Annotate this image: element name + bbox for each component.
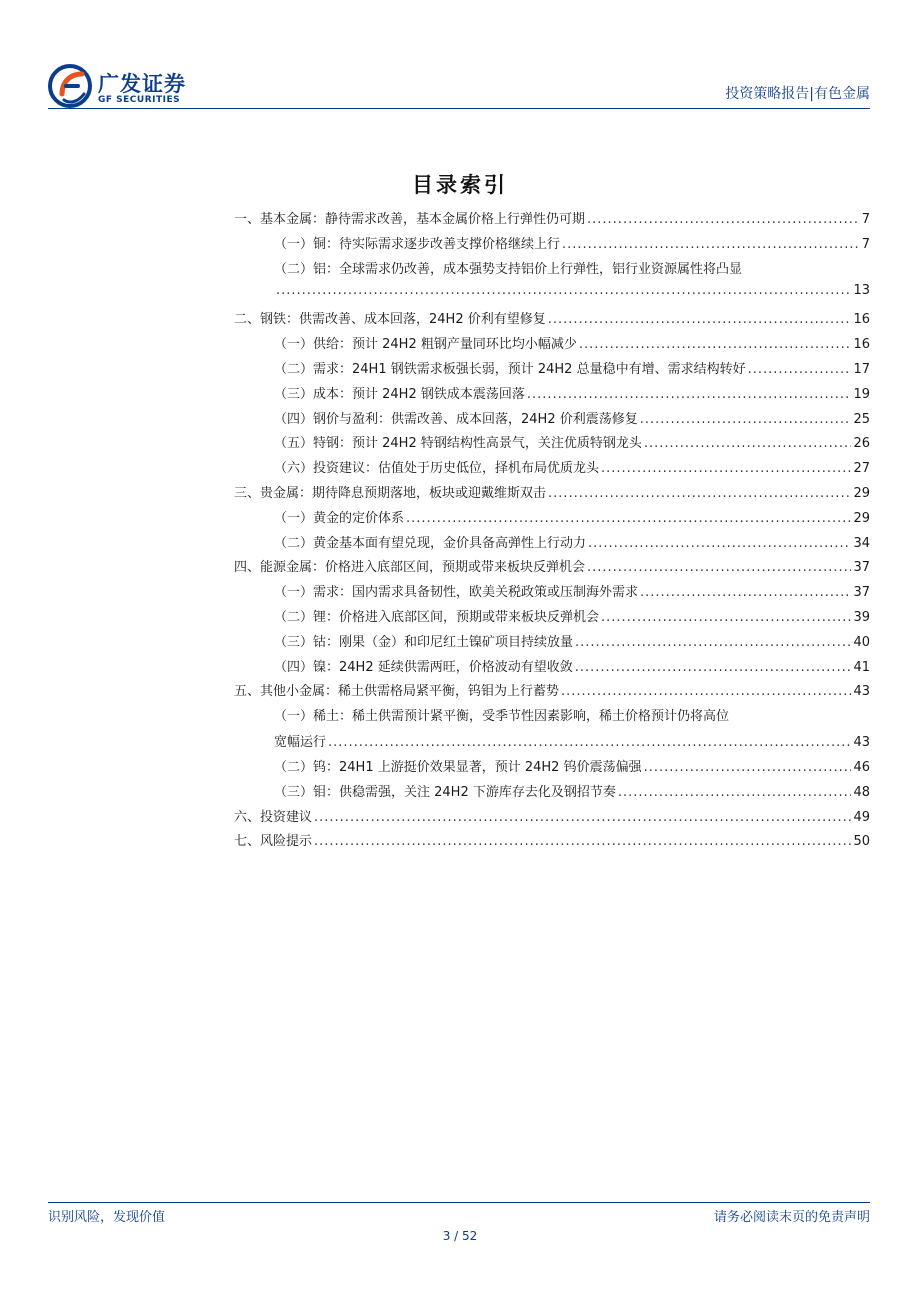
toc-entry[interactable]: 七、风险提示 ..... 50: [234, 830, 870, 855]
toc-entry[interactable]: （一）黄金的定价体系 ..... 29: [234, 507, 870, 532]
footer-disclaimer-note: 请务必阅读末页的免责声明: [713, 1210, 870, 1225]
gf-securities-logo: [48, 64, 208, 108]
toc-entry-text-wrapped: （二）铝：全球需求仍改善，成本强势支持铝价上行弹性，铝行业资源属性将凸显: [274, 261, 743, 277]
logo-text-cn: 广发证券: [98, 72, 186, 96]
toc-entry[interactable]: （三）钼：供稳需强，关注 24H2 下游库存去化及钢招节奏 ..... 48: [234, 781, 870, 806]
toc-entry[interactable]: 六、投资建议 ..... 49: [234, 806, 870, 831]
toc-entry[interactable]: 二、钢铁：供需改善、成本回落，24H2 价利有望修复 ..... 16: [234, 308, 870, 333]
page-number: 3 / 52: [442, 1229, 478, 1243]
toc-entry[interactable]: （二）黄金基本面有望兑现，金价具备高弹性上行动力 ..... 34: [234, 532, 870, 557]
toc-entry[interactable]: （一）稀土：稀土供需预计紧平衡，受季节性因素影响，稀土价格预计仍将高位 宽幅运行 ..... 43: [234, 705, 870, 756]
toc-title: 目录索引: [412, 173, 508, 197]
toc-entry[interactable]: （一）供给：预计 24H2 粗钢产量同环比均小幅减少 ..... 16: [234, 333, 870, 358]
toc-entry[interactable]: 三、贵金属：期待降息预期落地，板块或迎戴维斯双击 ..... 29: [234, 482, 870, 507]
table-of-contents: [234, 208, 870, 855]
toc-entry[interactable]: 一、基本金属：静待需求改善，基本金属价格上行弹性仍可期 ..... 7: [234, 208, 870, 233]
page-header: [48, 58, 870, 108]
toc-entry[interactable]: （四）镍：24H2 延续供需两旺，价格波动有望收敛 ..... 41: [234, 656, 870, 681]
toc-entry[interactable]: （一）需求：国内需求具备韧性，欧美关税政策或压制海外需求 ..... 37: [234, 581, 870, 606]
toc-entry[interactable]: （二）锂：价格进入底部区间，预期或带来板块反弹机会 ..... 39: [234, 606, 870, 631]
header-divider: [48, 108, 870, 109]
toc-entry[interactable]: （三）成本：预计 24H2 钢铁成本震荡回落 ..... 19: [234, 383, 870, 408]
toc-entry[interactable]: （二）铝：全球需求仍改善，成本强势支持铝价上行弹性，铝行业资源属性将凸显 ..... 13: [234, 258, 870, 309]
toc-entry[interactable]: （五）特钢：预计 24H2 特钢结构性高景气，关注优质特钢龙头 ..... 26: [234, 432, 870, 457]
toc-entry[interactable]: （三）钴：刚果（金）和印尼红土镍矿项目持续放量 ..... 40: [234, 631, 870, 656]
toc-entry[interactable]: （二）钨：24H1 上游挺价效果显著，预计 24H2 钨价震荡偏强 ..... 46: [234, 756, 870, 781]
report-type: 投资策略报告|有色金属: [725, 86, 870, 102]
toc-entry[interactable]: （四）钢价与盈利：供需改善、成本回落，24H2 价利震荡修复 ..... 25: [234, 408, 870, 433]
toc-entry[interactable]: （六）投资建议：估值处于历史低位，择机布局优质龙头 ..... 27: [234, 457, 870, 482]
logo-text-en: GF SECURITIES: [98, 95, 181, 105]
footer-slogan: 识别风险，发现价值: [48, 1210, 166, 1225]
gf-logo-icon: [48, 64, 92, 108]
toc-entry[interactable]: 四、能源金属：价格进入底部区间，预期或带来板块反弹机会 ..... 37: [234, 556, 870, 581]
footer-divider: [48, 1202, 870, 1203]
toc-entry[interactable]: （一）铜：待实际需求逐步改善支撑价格继续上行 ..... 7: [234, 233, 870, 258]
toc-entry[interactable]: （二）需求：24H1 钢铁需求板强长弱，预计 24H2 总量稳中有增、需求结构转好 ..... 17: [234, 358, 870, 383]
toc-entry[interactable]: 五、其他小金属：稀土供需格局紧平衡，钨钼为上行蓄势 ..... 43: [234, 680, 870, 705]
